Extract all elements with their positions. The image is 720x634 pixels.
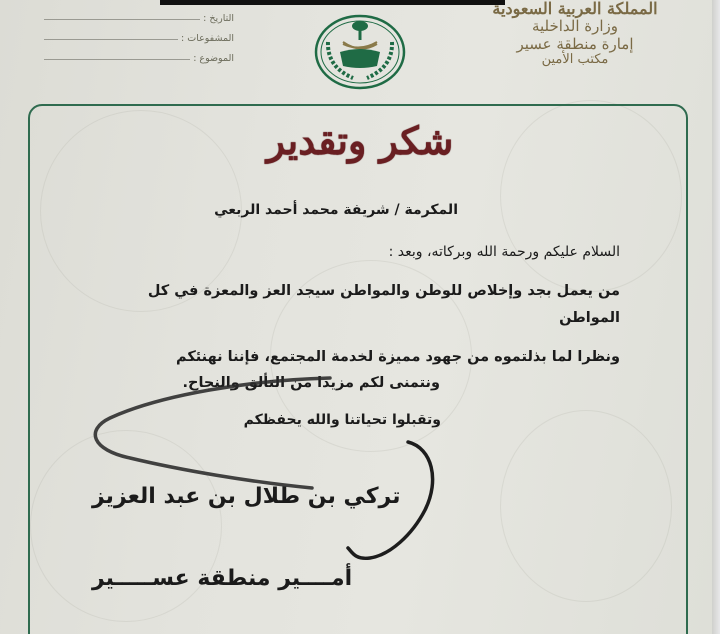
field-attachments: [44, 28, 234, 48]
paragraph2-line1: ونظرا لما بذلتموه من جهود مميزة لخدمة المجتمع، فإننا نهنئكم: [175, 349, 620, 365]
field-subject-line: [44, 59, 190, 60]
paragraph1-line2: المواطن: [559, 310, 620, 326]
organization-header: [470, 0, 680, 68]
field-date: [44, 8, 234, 28]
org-office: مكتب الأمين: [541, 51, 609, 67]
field-subject-label: الموضوع :: [193, 52, 234, 64]
signatory-name: تركي بن طلال بن عبد العزيز: [92, 484, 401, 509]
field-date-line: [44, 19, 200, 20]
header-fields: [44, 8, 234, 68]
top-black-bar: [160, 0, 505, 5]
greeting-line: السلام عليكم ورحمة الله وبركاته، وبعد :: [388, 244, 620, 260]
paper-edge: [712, 0, 720, 634]
org-ministry: وزارة الداخلية: [531, 17, 619, 36]
certificate-frame: [28, 104, 688, 634]
paragraph2-line2: ونتمنى لكم مزيدا من التألق والنجاح.: [182, 375, 440, 391]
saudi-emblem-icon: [313, 12, 407, 90]
signatory-title: أمــــير منطقة عســـــير: [92, 566, 353, 591]
paragraph1-line1: من يعمل بجد وإخلاص للوطن والمواطن سيجد العز والمعزة في كل: [147, 283, 620, 299]
closing-line: وتقبلوا تحياتنا والله يحفظكم: [243, 412, 441, 428]
field-subject: [44, 48, 234, 68]
org-emirate: إمارة منطقة عسير: [516, 34, 634, 53]
field-attachments-line: [44, 39, 178, 40]
recipient-line: المكرمة / شريفة محمد أحمد الربعي: [214, 202, 458, 218]
certificate-title: شكر وتقدير: [266, 118, 454, 163]
field-attachments-label: المشفوعات :: [181, 32, 234, 44]
org-kingdom: المملكة العربية السعودية: [492, 0, 658, 18]
field-date-label: التاريخ :: [203, 12, 234, 24]
